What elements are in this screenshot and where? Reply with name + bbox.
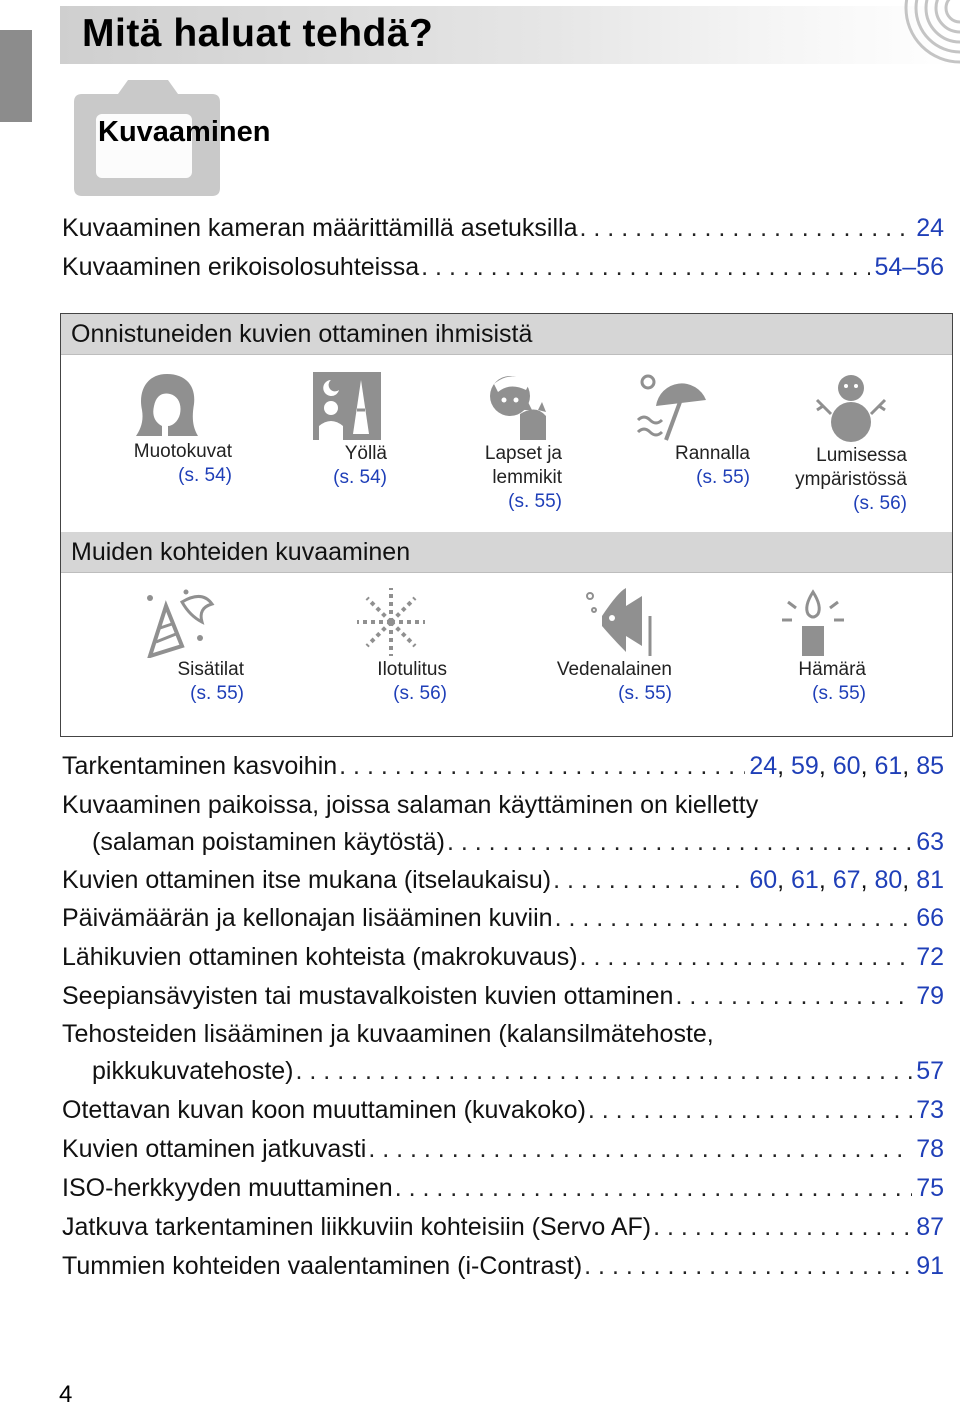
dot-leader	[337, 747, 745, 785]
toc-entry-label: Otettavan kuvan koon muuttaminen (kuvakoko)	[62, 1096, 586, 1124]
page-number: 4	[59, 1381, 73, 1408]
beach-icon	[636, 370, 710, 442]
toc-entry-label: Kuvien ottaminen jatkuvasti	[62, 1135, 367, 1163]
toc-entry-pages	[912, 1247, 944, 1285]
toc-entry-pages	[912, 977, 944, 1015]
scene-underwater[interactable]	[532, 586, 672, 706]
scene-name: Sisätilat	[177, 659, 244, 680]
toc-entry[interactable]	[62, 1208, 944, 1246]
scene-page-ref[interactable]: (s. 54)	[333, 467, 387, 488]
toc-entry[interactable]	[62, 1130, 944, 1168]
page-link[interactable]: 57	[916, 1057, 944, 1085]
toc-entry[interactable]	[62, 248, 944, 286]
toc-entry-line1	[62, 786, 944, 824]
toc-entry-label: Lähikuvien ottaminen kohteista (makrokuvaus)	[62, 943, 578, 971]
page-link[interactable]: 81	[916, 866, 944, 894]
toc-entry[interactable]	[62, 747, 944, 785]
rings-decoration	[860, 0, 960, 66]
toc-entry[interactable]	[62, 209, 944, 247]
toc-entry-pages	[912, 899, 944, 937]
toc-entry-label: Päivämäärän ja kellonajan lisääminen kuviin	[62, 904, 553, 932]
page-link[interactable]: 67	[832, 866, 861, 894]
toc-entry[interactable]	[62, 1091, 944, 1129]
scene-fireworks[interactable]	[307, 586, 447, 706]
toc-entry-label: Tehosteiden lisääminen ja kuvaaminen (kalansilmätehoste,	[62, 1020, 714, 1048]
scene-mode-box	[60, 313, 953, 737]
scene-name: Ilotulitus	[377, 659, 447, 680]
candlelight-icon	[778, 586, 848, 658]
dot-leader	[294, 1052, 913, 1090]
toc-entry-line1	[62, 1015, 944, 1053]
section-title: Kuvaaminen	[98, 116, 271, 148]
toc-entry-pages	[912, 823, 944, 861]
page-link[interactable]: 72	[916, 943, 944, 971]
page-link[interactable]: 24	[749, 752, 778, 780]
night-scene-icon	[311, 370, 383, 442]
dot-leader	[673, 977, 912, 1015]
scene-name: Muotokuvat	[133, 441, 232, 462]
snowman-icon	[815, 370, 887, 444]
toc-entry-pages	[912, 1169, 944, 1207]
scene-name: Vedenalainen	[556, 659, 672, 680]
toc-entry[interactable]	[62, 1169, 944, 1207]
page-link[interactable]: 87	[916, 1213, 944, 1241]
toc-entry-pages	[912, 1130, 944, 1168]
scene-page-ref[interactable]: (s. 55)	[508, 491, 562, 512]
scene-page-ref[interactable]: (s. 55)	[812, 683, 866, 704]
toc-entry-label: Jatkuva tarkentaminen liikkuviin kohteisiin (Servo AF)	[62, 1213, 652, 1241]
toc-entry-label: Kuvien ottaminen itse mukana (itselaukaisu)	[62, 866, 552, 894]
scene-name: Yöllä	[344, 443, 387, 464]
toc-entry[interactable]	[92, 823, 944, 861]
scene-snow[interactable]	[757, 370, 907, 516]
chapter-edge-tab	[0, 30, 32, 122]
toc-entry-label: Tummien kohteiden vaalentaminen (i-Contrast)	[62, 1252, 583, 1280]
indoor-party-icon	[142, 586, 218, 658]
scene-name: Lapset ja	[484, 443, 562, 464]
toc-entry-pages	[912, 1208, 944, 1246]
page-link[interactable]: 85	[916, 752, 944, 780]
scene-low-light[interactable]	[726, 586, 866, 706]
scene-page-ref[interactable]: (s. 55)	[696, 467, 750, 488]
portrait-icon	[132, 370, 202, 440]
scene-night[interactable]	[247, 370, 387, 490]
page-link[interactable]: 75	[916, 1174, 944, 1202]
toc-entry-pages	[912, 938, 944, 976]
other-section-header: Muiden kohteiden kuvaaminen	[61, 532, 952, 573]
page-title: Mitä haluat tehdä?	[82, 12, 434, 55]
scene-page-ref[interactable]: (s. 55)	[618, 683, 672, 704]
dot-leader	[553, 899, 913, 937]
dot-leader	[651, 1208, 912, 1246]
scene-beach[interactable]	[610, 370, 750, 490]
scene-name: Lumisessa	[816, 445, 907, 466]
dot-leader	[393, 1169, 912, 1207]
scene-name-line2: ympäristössä	[795, 469, 907, 490]
dot-leader	[551, 861, 745, 899]
toc-entry-pages: 60, 61, 67, 80, 81	[749, 866, 944, 894]
dot-leader	[586, 1091, 912, 1129]
page-link[interactable]: 60	[832, 752, 861, 780]
page-link[interactable]: 24	[916, 214, 944, 242]
people-section-header: Onnistuneiden kuvien ottaminen ihmisistä	[61, 314, 952, 355]
page-link[interactable]: 80	[874, 866, 903, 894]
toc-entry-label: Seepiansävyisten tai mustavalkoisten kuvien ottaminen	[62, 982, 674, 1010]
scene-name-line2: lemmikit	[492, 467, 562, 488]
page-link[interactable]: 59	[791, 752, 819, 780]
scene-name: Hämärä	[798, 659, 866, 680]
toc-entry-label: (salaman poistaminen käytöstä)	[92, 828, 445, 856]
toc-entry-label: ISO-herkkyyden muuttaminen	[62, 1174, 393, 1202]
kids-pets-icon	[480, 370, 552, 442]
page-link[interactable]: 73	[916, 1096, 944, 1124]
toc-entry[interactable]	[92, 1052, 944, 1090]
scene-page-ref[interactable]: (s. 55)	[190, 683, 244, 704]
toc-entry-pages	[870, 248, 944, 286]
scene-portrait[interactable]	[92, 370, 232, 488]
page-link[interactable]: 78	[916, 1135, 944, 1163]
dot-leader	[445, 823, 912, 861]
toc-entry[interactable]	[62, 899, 944, 937]
toc-entry-label: Kuvaaminen paikoissa, joissa salaman käyttäminen on kielletty	[62, 791, 759, 819]
scene-page-ref[interactable]: (s. 56)	[853, 493, 907, 514]
page-link[interactable]: 61	[874, 752, 903, 780]
toc-entry-label: Kuvaaminen kameran määrittämillä asetuksilla	[62, 214, 578, 242]
toc-entry-label: Kuvaaminen erikoisolosuhteissa	[62, 253, 420, 281]
toc-entry[interactable]	[62, 977, 944, 1015]
scene-indoor[interactable]	[104, 586, 244, 706]
dot-leader	[366, 1130, 912, 1168]
dot-leader	[578, 938, 913, 976]
scene-name: Rannalla	[675, 443, 750, 464]
dot-leader	[419, 248, 870, 286]
toc-entry-label: Tarkentaminen kasvoihin	[62, 752, 338, 780]
scene-kids-pets[interactable]	[422, 370, 562, 514]
toc-entry-label: pikkukuvatehoste)	[92, 1057, 294, 1085]
page-link[interactable]: 91	[916, 1252, 944, 1280]
toc-entry[interactable]	[62, 938, 944, 976]
toc-entry-pages: 24, 59, 60, 61, 85	[749, 752, 944, 780]
toc-entry[interactable]	[62, 861, 944, 899]
underwater-fish-icon	[582, 586, 658, 658]
dot-leader	[578, 209, 913, 247]
toc-entry-pages	[912, 209, 944, 247]
scene-page-ref[interactable]: (s. 56)	[393, 683, 447, 704]
page-link[interactable]: 54–56	[874, 253, 944, 281]
page-link[interactable]: 63	[916, 828, 944, 856]
page-link[interactable]: 61	[791, 866, 819, 894]
toc-entry-pages	[912, 1052, 944, 1090]
fireworks-icon	[353, 586, 429, 658]
toc-entry-pages	[912, 1091, 944, 1129]
page-link[interactable]: 60	[749, 866, 778, 894]
toc-entry[interactable]	[62, 1247, 944, 1285]
page-link[interactable]: 79	[916, 982, 944, 1010]
page-link[interactable]: 66	[916, 904, 944, 932]
dot-leader	[582, 1247, 912, 1285]
scene-page-ref[interactable]: (s. 54)	[178, 465, 232, 486]
